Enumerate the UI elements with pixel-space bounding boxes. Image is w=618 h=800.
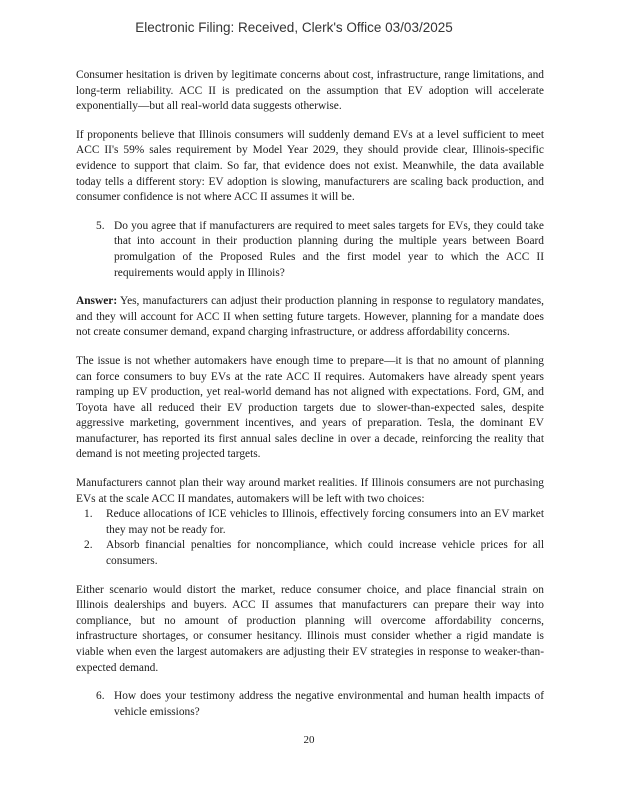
choice-1-text: Reduce allocations of ICE vehicles to Illinois, effectively forcing consumers into an EV market they may not be ready for.: [106, 508, 544, 536]
choice-2-text: Absorb financial penalties for noncompliance, which could increase vehicle prices for all consumers.: [106, 539, 544, 568]
choice-1-number: 1.: [84, 508, 93, 521]
answer-text: Yes, manufacturers can adjust their production planning in response to regulatory mandates, and they will account for ACC II when setting future targets. However, planning for a mandate does not create consumer demand, expand charging infrastructure, or address affordability concerns.: [76, 295, 544, 339]
paragraph-either-scenario: Either scenario would distort the market, reduce consumer choice, and place financial strain on Illinois dealerships and buyers. ACC II assumes that manufacturers can prepare their way into compliance, but no amount of production planning will overcome affordability concerns, infrastructure shortages, or consumer hesitancy. Illinois must consider whether a rigid mandate is viable when even the largest automakers are adjusting their EV strategies in response to weaker-than-expected demand.: [76, 583, 544, 674]
question-6: [76, 689, 544, 720]
question-5: [76, 219, 544, 281]
paragraph-market-realities: Manufacturers cannot plan their way around market realities. If Illinois consumers are not purchasing EVs at the scale ACC II mandates, automakers will be left with two choices:: [76, 477, 544, 505]
question-5-text: Do you agree that if manufacturers are required to meet sales targets for EVs, they could take that into account in their production planning during the multiple years between Board promulgation of the Proposed Rules and the first model year to which the ACC II requirements would apply in Illinois?: [114, 219, 544, 279]
document-body: [76, 68, 544, 733]
answer-label: Answer:: [76, 295, 118, 308]
list-item: [76, 538, 544, 569]
question-5-number: 5.: [96, 219, 105, 232]
page-number: 20: [303, 734, 315, 746]
paragraph-planning-issue: The issue is not whether automakers have enough time to prepare—it is that no amount of planning can force consumers to buy EVs at the rate ACC II requires. Automakers have already spent years ramping up EV production, yet real-world demand has not aligned with expectations. Ford, GM, and Toyota have all reduced their EV production targets due to slower-than-expected sales, despite aggressive marketing, government incentives, and years of preparation. Tesla, the dominant EV manufacturer, has reported its first annual sales decline in over a decade, reinforcing the reality that demand is not meeting projected targets.: [76, 354, 544, 461]
filing-header: Electronic Filing: Received, Clerk's Office 03/03/2025: [135, 20, 453, 35]
question-6-text: How does your testimony address the negative environmental and human health impacts of vehicle emissions?: [114, 690, 544, 718]
paragraph-consumer-hesitation: Consumer hesitation is driven by legitimate concerns about cost, infrastructure, range limitations, and long-term reliability. ACC II is predicated on the assumption that EV adoption will accelerate exponentially—but all real-world data suggests otherwise.: [76, 69, 544, 113]
list-item: [76, 507, 544, 538]
paragraph-proponents: If proponents believe that Illinois consumers will suddenly demand EVs at a level sufficient to meet ACC II's 59% sales requirement by Model Year 2029, they should provide clear, Illinois-specific evidence to support that claim. So far, that evidence does not exist. Meanwhile, the data available today tells a different story: EV adoption is slowing, manufacturers are scaling back production, and consumer confidence is not where ACC II assumes it will be.: [76, 128, 544, 204]
question-6-number: 6.: [96, 690, 105, 703]
answer-paragraph: [76, 294, 544, 341]
choice-2-number: 2.: [84, 539, 93, 552]
choices-list: [76, 507, 544, 569]
